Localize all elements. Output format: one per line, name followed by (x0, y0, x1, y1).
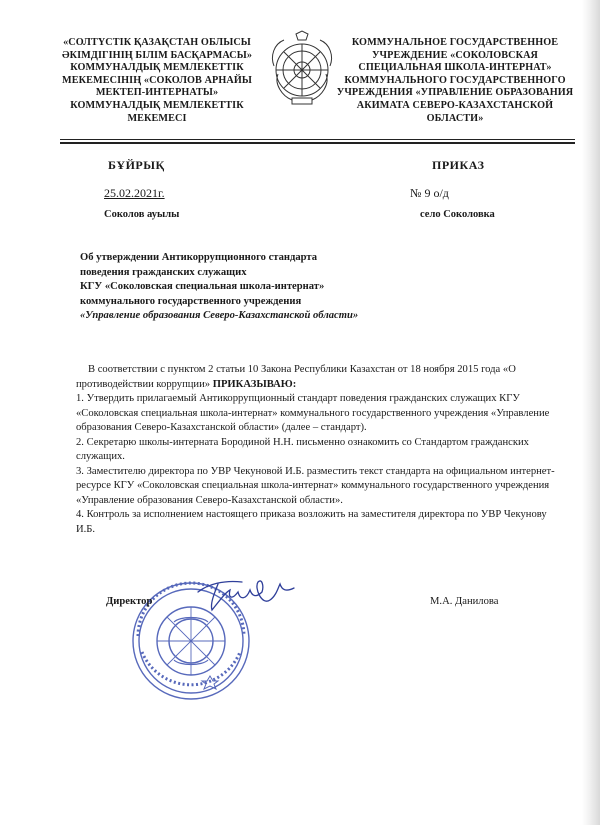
subject-line: Об утверждении Антикоррупционного стандарта (80, 252, 318, 263)
body-item: 4. Контроль за исполнением настоящего приказа возложить на заместителя директора по УВР Чекунову И.Б. (76, 509, 547, 535)
order-place-kz: Соколов ауылы (104, 209, 180, 220)
subject-line: поведения гражданских служащих (80, 266, 247, 278)
body-item: 2. Секретарю школы-интерната Бородиной Н.Н. письменно ознакомить со Стандартом гражданских служащих. (76, 436, 529, 462)
page-edge-shadow (582, 0, 600, 825)
header-kz-line: КОММУНАЛДЫҚ МЕМЛЕКЕТТІК (70, 99, 244, 111)
subject-line: коммунального государственного учреждения (80, 295, 302, 307)
header-ru-line: АКИМАТА СЕВЕРО-КАЗАХСТАНСКОЙ (356, 99, 554, 111)
body-item: 1. Утвердить прилагаемый Антикоррупционный стандарт поведения гражданских служащих КГУ «Соколовская специальная школа-интернат» коммунального государственного учреждения «Управление образования Северо-Казахстанской области» (далее – стандарт). (76, 393, 550, 433)
header-ru-line: КОММУНАЛЬНОГО ГОСУДАРСТВЕННОГО (344, 74, 566, 86)
signer-role: Директор (106, 596, 153, 607)
header-kz-line: КОММУНАЛДЫҚ МЕМЛЕКЕТТІК (70, 62, 244, 74)
order-body (76, 363, 556, 537)
header-russian (335, 37, 575, 125)
body-item: 3. Заместителю директора по УВР Чекуновой И.Б. разместить текст стандарта на официальном интернет-ресурсе КГУ «Соколовская специальная школа-интернат» коммунального государственного учреждения «Управление образования Северо-Казахстанской области». (76, 465, 555, 506)
header-kz-line: «СОЛТҮСТІК ҚАЗАҚСТАН ОБЛЫСЫ (63, 37, 251, 48)
subject-line: КГУ «Соколовская специальная школа-интернат» (80, 281, 325, 293)
header-ru-line: СПЕЦИАЛЬНАЯ ШКОЛА-ИНТЕРНАТ» (358, 62, 552, 74)
header-ru-line: ОБЛАСТИ» (426, 112, 484, 124)
order-place-ru: село Соколовка (420, 209, 495, 220)
order-date (104, 186, 165, 201)
subject-line: «Управление образования Северо-Казахстанской области» (80, 310, 359, 322)
handwritten-signature-icon (190, 570, 300, 620)
body-intro-text: В соответствии с пунктом 2 статьи 10 Закона Республики Казахстан от 18 ноября 2015 года «О противодействии коррупции» (76, 364, 516, 390)
header-ru-line: УЧРЕЖДЕНИЯ «УПРАВЛЕНИЕ ОБРАЗОВАНИЯ (336, 87, 574, 99)
order-subject (80, 251, 440, 324)
body-keyword: ПРИКАЗЫВАЮ: (212, 378, 297, 390)
header-kz-line: МЕКЕМЕСІ (127, 112, 187, 124)
signer-name: М.А. Данилова (430, 596, 499, 607)
order-title-kz: БҰЙРЫҚ (108, 158, 165, 172)
header-kz-line: МЕКЕМЕСІНІҢ «СОКОЛОВ АРНАЙЫ (62, 74, 252, 86)
order-title-ru: ПРИКАЗ (432, 158, 485, 172)
kazakhstan-emblem-icon (268, 30, 336, 106)
header-divider-thin (60, 139, 575, 140)
order-date-value: 25.02.2021г. (104, 186, 165, 200)
header-ru-line: УЧРЕЖДЕНИЕ «СОКОЛОВСКАЯ (371, 49, 539, 61)
header-ru-line: КОММУНАЛЬНОЕ ГОСУДАРСТВЕННОЕ (351, 37, 559, 48)
order-number: № 9 о/д (410, 186, 449, 200)
header-kazakh (52, 37, 262, 125)
header-divider-thick (60, 142, 575, 144)
header-kz-line: МЕКТЕП-ИНТЕРНАТЫ» (95, 87, 219, 99)
header-kz-line: ӘКІМДІГІНІҢ БІЛІМ БАСҚАРМАСЫ» (61, 49, 253, 61)
body-intro (76, 363, 556, 392)
